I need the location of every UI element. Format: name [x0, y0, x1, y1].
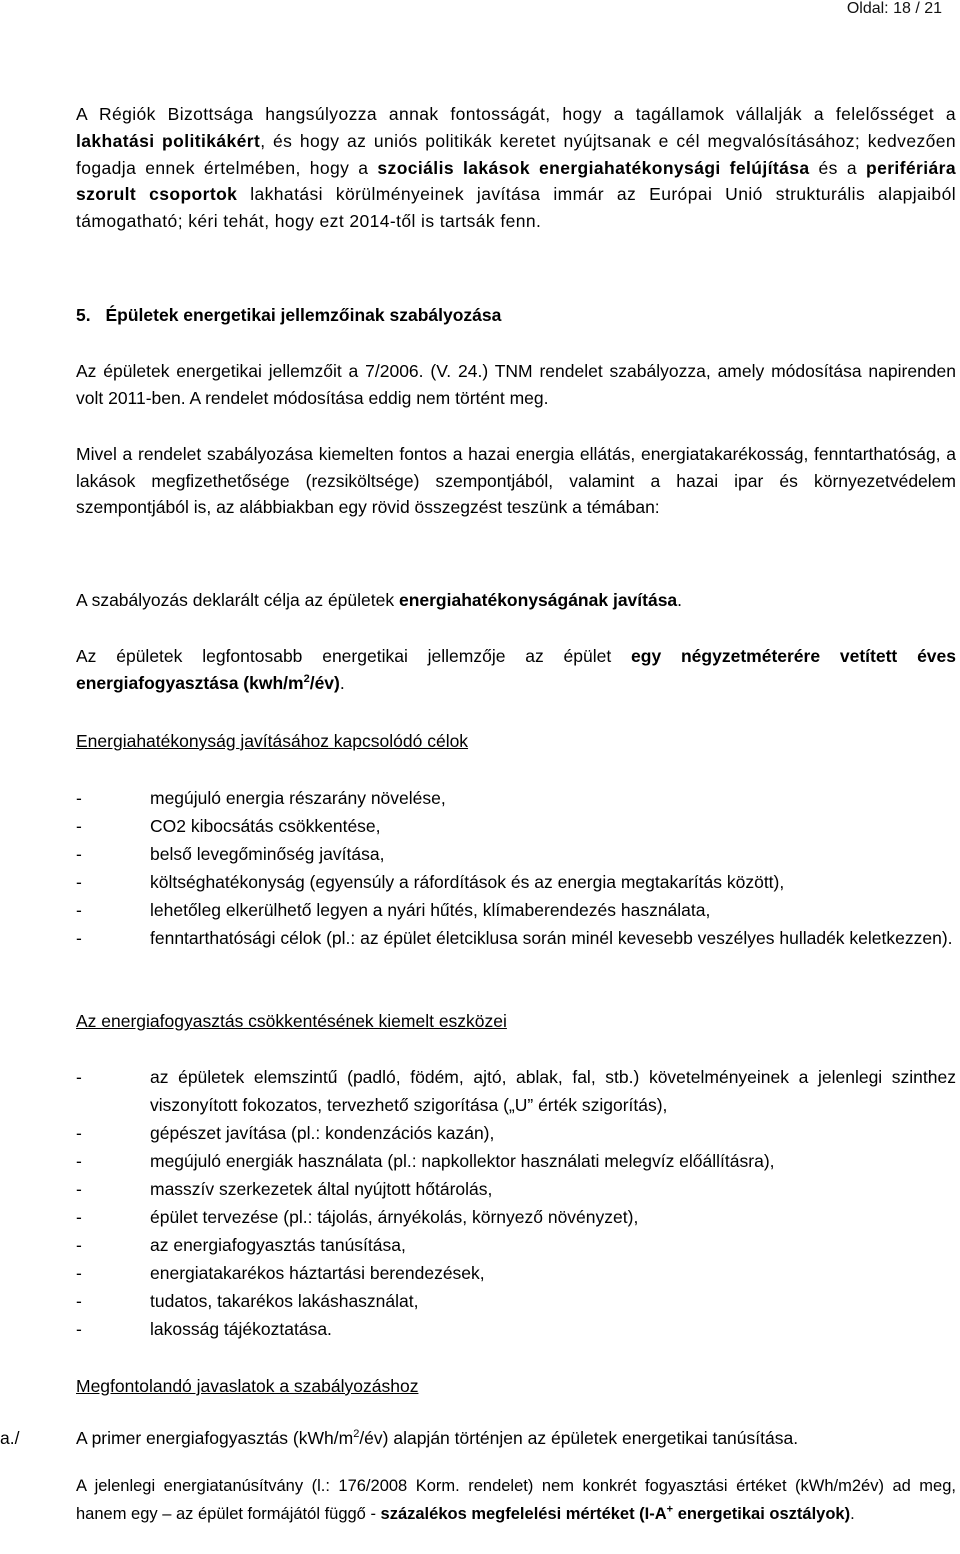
tools-list	[76, 1063, 956, 1343]
intro-bold-1: lakhatási politikákért	[76, 130, 261, 151]
intro-bold-2: szociális lakások energiahatékonysági felújítása	[377, 157, 810, 178]
goal-text: A szabályozás deklarált célja az épületek	[76, 590, 399, 610]
metric-text: Az épületek legfontosabb energetikai jellemzője az épület	[76, 646, 632, 666]
list-item: - lehetőleg elkerülhető legyen a nyári hűtés, klímaberendezés használata,	[76, 900, 711, 920]
section-paragraph-1: Az épületek energetikai jellemzőit a 7/2006. (V. 24.) TNM rendelet szabályozza, amely módosítása napirenden volt 2011-ben. A rendelet módosítása eddig nem történt meg.	[76, 361, 956, 408]
list-item: - gépészet javítása (pl.: kondenzációs kazán),	[76, 1123, 495, 1143]
page-number: Oldal: 18 / 21	[846, 0, 942, 17]
list-item: - tudatos, takarékos lakáshasználat,	[76, 1291, 419, 1311]
list-item: - CO2 kibocsátás csökkentése,	[76, 816, 381, 836]
list-item: - az épületek elemszintű (padló, födém, ajtó, ablak, fal, stb.) követelményeinek a jelenlegi szinthez viszonyított fokozatos, tervezhető szigorítása („U” érték szigorítás),	[76, 1067, 956, 1115]
section-title: Épületek energetikai jellemzőinak szabályozása	[105, 305, 502, 325]
list-item: - energiatakarékos háztartási berendezések,	[76, 1263, 485, 1283]
list-item: - megújuló energia részarány növelése,	[76, 788, 446, 808]
proposal-a-note: A jelenlegi energiatanúsítvány (l.: 176/2008 Korm. rendelet) nem konkrét fogyasztási értéket (kWh/m2év) ad meg, hanem egy – az épület formájától függő - százalékos megfelelési mértéket (I-A+ energetikai osztályok).	[76, 1477, 956, 1523]
list-item: - az energiafogyasztás tanúsítása,	[76, 1235, 406, 1255]
intro-bold-3: perifériára szorult csoportok	[76, 157, 956, 205]
intro-text-2: , és hogy az uniós politikák keretet nyújtsanak e cél megvalósításához; kedvezően fogadja ennek értelmében, hogy a	[76, 130, 956, 178]
list-item: - lakosság tájékoztatása.	[76, 1319, 332, 1339]
proposal-a-text: A primer energiafogyasztás $(kWh/m^2/év)$ alapján történjen az épületek energetikai tanúsítása.	[76, 1428, 799, 1448]
intro-text-1: A Régiók Bizottsága hangsúlyozza annak fontosságát, hogy a tagállamok vállalják a felelősséget a	[76, 104, 956, 124]
intro-paragraph	[76, 101, 956, 235]
goal-bold: energiahatékonyságának javítása	[398, 590, 678, 610]
list-item: - belső levegőminőség javítása,	[76, 844, 385, 864]
section-paragraph-3: A szabályozás deklarált célja az épületek energiahatékonyságának javítása.	[76, 590, 683, 610]
section-number: 5.	[76, 305, 91, 325]
goals-heading: Energiahatékonyság javításához kapcsolódó célok	[76, 731, 469, 751]
section-heading	[76, 302, 956, 329]
intro-text-3: és a	[809, 157, 866, 178]
metric-bold: egy négyzetméterére vetített éves energiafogyasztása $(kwh/m^2/év)$	[76, 646, 956, 693]
list-item: - épület tervezése (pl.: tájolás, árnyékolás, környező növényzet),	[76, 1207, 639, 1227]
proposals-heading: Megfontolandó javaslatok a szabályozáshoz	[76, 1376, 419, 1396]
list-item: - megújuló energiák használata (pl.: napkollektor használati melegvíz előállításra),	[76, 1151, 775, 1171]
list-item: - masszív szerkezetek által nyújtott hőtárolás,	[76, 1179, 493, 1199]
proposal-a-label: a./	[0, 1428, 20, 1448]
list-item: - költséghatékonyság (egyensúly a ráfordítások és az energia megtakarítás között),	[76, 872, 785, 892]
intro-text-4: lakhatási körülményeinek javítása immár az Európai Unió strukturális alapjaiból támogatható; kéri tehát, hogy ezt 2014-től is tartsák fenn.	[76, 184, 956, 232]
goals-list	[76, 784, 956, 952]
section-paragraph-4: Az épületek legfontosabb energetikai jellemzője az épület egy négyzetméterére vetített éves energiafogyasztása $(kwh/m^2/év)$.	[76, 646, 956, 693]
tools-heading: Az energiafogyasztás csökkentésének kiemelt eszközei	[76, 1011, 507, 1031]
section-paragraph-2: Mivel a rendelet szabályozása kiemelten fontos a hazai energia ellátás, energiatakarékosság, fenntarthatóság, a lakások megfizethetősége (rezsiköltsége) szempontjából, valamint a hazai ipar és környezetvédelem szempontjából is, az alábbiakban egy rövid összegzést teszünk a témában:	[76, 444, 956, 517]
list-item: - fenntarthatósági célok (pl.: az épület életciklusa során minél kevesebb veszélyes hulladék keletkezzen).	[76, 928, 953, 948]
